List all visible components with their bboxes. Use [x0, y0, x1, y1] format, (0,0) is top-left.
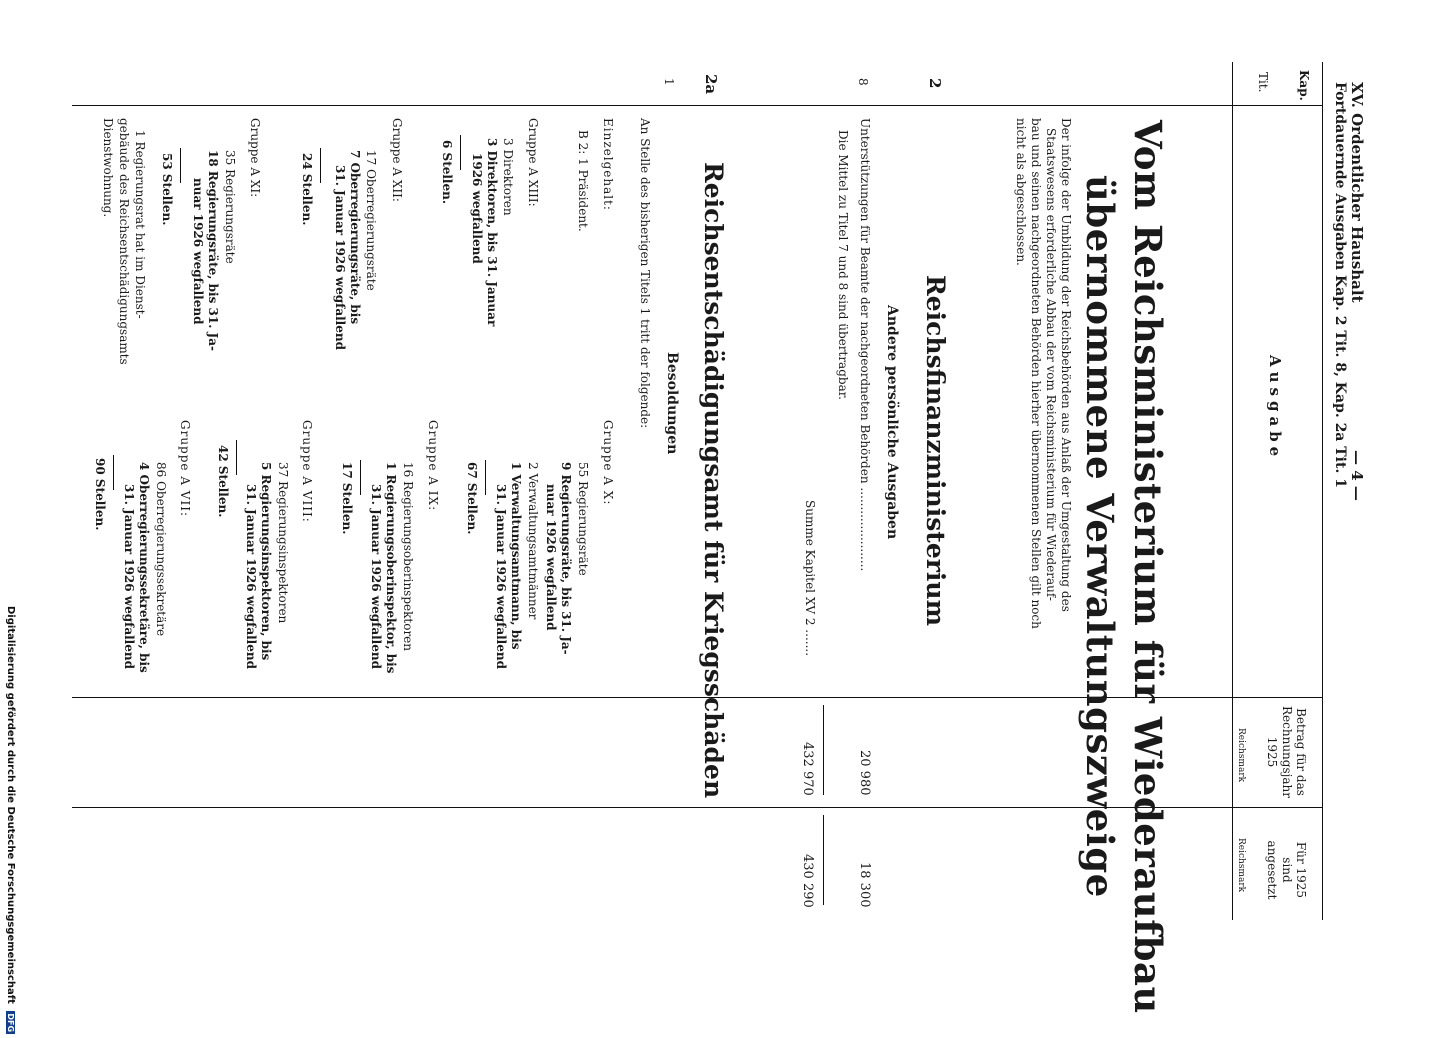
kap2-note: Die Mittel zu Titel 7 und 8 sind übertragbar.	[836, 130, 850, 400]
a11-total: 53 Stellen.	[160, 153, 174, 226]
group-a8: Gruppe A VIII:	[300, 420, 314, 523]
a11-sum-rule	[180, 148, 181, 183]
a13-line3: 1926 wegfallend	[470, 153, 484, 264]
kap2-sum-line-prev	[823, 815, 824, 905]
a10-line4: 2 Verwaltungsamtmänner	[526, 462, 540, 620]
col-tit: Tit.	[1256, 72, 1270, 93]
kap2-heading: Reichsfinanzministerium	[921, 275, 950, 627]
a11-note-2: gebäude des Reichsentschädigungsamts	[117, 118, 131, 365]
a10-line5: 1 Verwaltungsamtmann, bis	[509, 462, 523, 650]
a10-line3: nuar 1926 wegfallend	[544, 484, 558, 631]
group-a12: Gruppe A XII:	[390, 118, 404, 202]
section1-para-2: Staatswesens erforderliche Abbau der vom Reichsministerium für Wiederauf-	[1044, 128, 1058, 601]
a13-sum-rule	[460, 135, 461, 170]
a10-line6: 31. Januar 1926 wegfallend	[494, 484, 508, 669]
kap2-sum-prev: 430 290	[800, 854, 815, 908]
header-rule	[1232, 62, 1233, 920]
header-left-title: XV. Ordentlicher Haushalt	[1348, 82, 1366, 303]
section1-heading-line1: Vom Reichsministerium für Wiederaufbau	[1126, 120, 1170, 1014]
kap2a-tit: 1	[662, 78, 676, 86]
section1-para-1: Der infolge der Umbildung der Reichsbehörden aus Anlaß der Umgestaltung des	[1059, 118, 1073, 612]
a8-total: 42 Stellen.	[216, 445, 230, 518]
a7-line2: 4 Oberregierungssekretäre, bis	[137, 462, 151, 673]
a12-line3: 31. Januar 1926 wegfallend	[333, 165, 347, 350]
a11-note-3: Dienstwohnung.	[101, 118, 115, 218]
group-a7: Gruppe A VII:	[178, 420, 192, 517]
kap2-number: 2	[926, 78, 944, 89]
kap2-tit: 8	[856, 78, 870, 86]
kap2a-intro: An Stelle des bisherigen Titels 1 tritt der folgende:	[638, 118, 652, 429]
a8-line3: 31. Januar 1926 wegfallend	[244, 484, 258, 669]
kap2-subheading: Andere persönliche Ausgaben	[884, 305, 900, 540]
a10-total: 67 Stellen.	[465, 462, 479, 535]
a7-line1: 86 Oberregierungssekretäre	[154, 462, 168, 637]
a13-total: 6 Stellen.	[440, 140, 454, 205]
col-betrag: Betrag für das Rechnungsjahr 1925	[1265, 706, 1308, 798]
a7-total: 90 Stellen.	[93, 458, 107, 531]
group-a13: Gruppe A XIII:	[526, 118, 540, 207]
group-a9: Gruppe A IX:	[426, 420, 440, 512]
group-einzelgehalt: Einzelgehalt:	[601, 118, 615, 211]
kap2a-heading: Reichsentschädigungsamt für Kriegsschäden	[699, 162, 728, 799]
group-a11: Gruppe A XI:	[248, 118, 262, 198]
group-a10: Gruppe A X:	[601, 420, 615, 506]
kap2-sum-value: 432 970	[800, 742, 815, 796]
a7-line3: 31. Januar 1926 wegfallend	[122, 484, 136, 669]
col-betrag-unit: Reichsmark	[1236, 728, 1246, 783]
a7-sum-rule	[113, 455, 114, 490]
a10-line1: 55 Regierungsräte	[576, 462, 590, 576]
col-fuer-unit: Reichsmark	[1236, 838, 1246, 893]
top-rule	[1322, 62, 1323, 920]
kap2-sum-label: Summe Kapitel XV 2 .......	[803, 500, 817, 657]
group-b2: B 2: 1 Präsident.	[576, 130, 590, 232]
a11-line2: 18 Regierungsräte, bis 31. Ja-	[206, 150, 220, 351]
a8-line1: 37 Regierungsinspektoren	[276, 462, 290, 624]
a11-line3: nuar 1926 wegfallend	[191, 178, 205, 325]
dfg-footer-text: Digitalisierung gefördert durch die Deutsche Forschungsgemeinschaft	[5, 606, 16, 1004]
col-fuer-1925: Für 1925 sind angesetzt	[1265, 840, 1308, 900]
a12-sum-rule	[320, 148, 321, 183]
col-kap: Kap.	[1297, 70, 1311, 101]
a13-line2: 3 Direktoren, bis 31. Januar	[485, 138, 499, 327]
a13-line1: 3 Direktoren	[501, 138, 515, 216]
a9-sum-rule	[360, 460, 361, 495]
dfg-logo-icon: DFG	[6, 1013, 15, 1033]
a11-note-1: 1 Regierungsrat hat im Dienst-	[133, 130, 147, 319]
a12-line2: 7 Oberregierungsräte, bis	[348, 150, 362, 325]
kap2a-subheading: Besoldungen	[664, 352, 680, 455]
header-sub-title: Fortdauernde Ausgaben Kap. 2 Tit. 8, Kap. 2a Tit. 1	[1332, 82, 1348, 488]
a10-sum-rule	[485, 460, 486, 495]
kap2-item-value: 20 980	[857, 750, 872, 796]
dfg-footer	[5, 606, 16, 1038]
a9-line3: 31. Januar 1926 wegfallend	[369, 484, 383, 669]
kap2-item-text: Unterstützungen für Beamte der nachgeordneten Behörden ......................	[858, 118, 872, 572]
kap2-sum-line-value	[823, 705, 824, 795]
a8-line2: 5 Regierungsinspektoren, bis	[259, 462, 273, 661]
col-ausgabe: Ausgabe	[1266, 355, 1284, 462]
a12-total: 24 Stellen.	[300, 153, 314, 226]
section1-heading-line2: übernommene Verwaltungszweige	[1078, 175, 1122, 898]
a10-line2: 9 Regierungsräte, bis 31. Ja-	[559, 462, 573, 655]
col-rule-kap	[72, 105, 1322, 106]
section1-para-4: nicht als abgeschlossen.	[1014, 118, 1028, 266]
a9-line2: 1 Regierungsoberinspektor, bis	[384, 462, 398, 674]
kap2-item-prev: 18 300	[857, 862, 872, 908]
page-number: — 4 —	[1348, 450, 1366, 501]
kap2a-number: 2a	[702, 74, 720, 95]
a11-line1: 35 Regierungsräte	[223, 150, 237, 264]
a8-sum-rule	[236, 440, 237, 475]
a12-line1: 17 Oberregierungsräte	[364, 150, 378, 291]
section1-para-3: bau und seinen nachgeordneten Behörden hierher übernommenen Stellen gilt noch	[1029, 118, 1043, 629]
a9-line1: 16 Regierungsoberinspektoren	[401, 462, 415, 652]
a9-total: 17 Stellen.	[340, 462, 354, 535]
